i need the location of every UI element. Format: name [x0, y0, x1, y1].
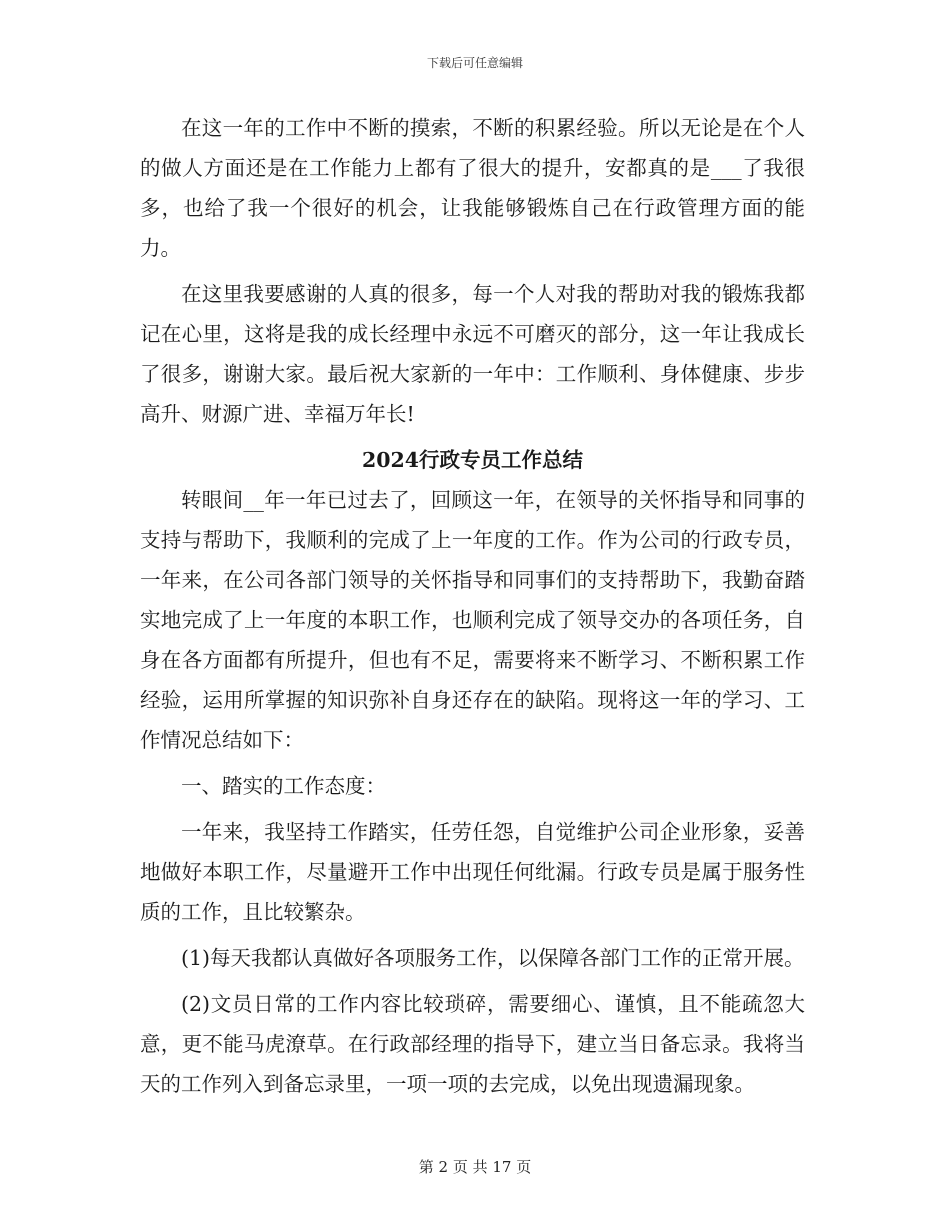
subsection-heading: 一、踏实的工作态度：: [181, 774, 386, 798]
page-header: 下载后可任意编辑: [426, 56, 523, 70]
list-item: (2)文员日常的工作内容比较琐碎，需要细心、谨慎，且不能疏忽大意，更不能马虎潦草。在行政部经理的指导下，建立当日备忘录。我将当天的工作列入到备忘录里，一项一项的去完成，以免出现遗漏现象。: [140, 992, 805, 1096]
body-paragraph: 一年来，我坚持工作踏实，任劳任怨，自觉维护公司企业形象，妥善地做好本职工作，尽量避开工作中出现任何纰漏。行政专员是属于服务性质的工作，且比较繁杂。: [140, 820, 805, 924]
list-item: (1)每天我都认真做好各项服务工作，以保障各部门工作的正常开展。: [181, 946, 805, 970]
section-title: 2024行政专员工作总结: [361, 448, 584, 472]
body-paragraph: 在这一年的工作中不断的摸索，不断的积累经验。所以无论是在个人的做人方面还是在工作能力上都有了很大的提升，安都真的是___了我很多，也给了我一个很好的机会，让我能够锻炼自己在行政管理方面的能力。: [140, 116, 805, 260]
document-body: [140, 108, 805, 1104]
body-paragraph: 转眼间__年一年已过去了，回顾这一年，在领导的关怀指导和同事的支持与帮助下，我顺利的完成了上一年度的工作。作为公司的行政专员，一年来，在公司各部门领导的关怀指导和同事们的支持帮助下，我勤奋踏实地完成了上一年度的本职工作，也顺利完成了领导交办的各项任务，自身在各方面都有所提升，但也有不足，需要将来不断学习、不断积累工作经验，运用所掌握的知识弥补自身还存在的缺陷。现将这一年的学习、工作情况总结如下：: [140, 488, 805, 752]
body-paragraph: 在这里我要感谢的人真的很多，每一个人对我的帮助对我的锻炼我都记在心里，这将是我的成长经理中永远不可磨灭的部分，这一年让我成长了很多，谢谢大家。最后祝大家新的一年中：工作顺利、身体健康、步步高升、财源广进、幸福万年长!: [140, 282, 805, 426]
page-number: 第 2 页 共 17 页: [418, 1158, 532, 1176]
